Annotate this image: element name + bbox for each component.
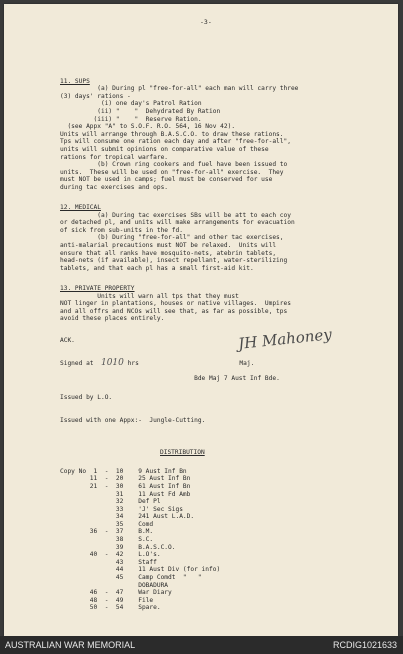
- signature-rank: Maj.: [239, 359, 255, 367]
- document-body: [60, 70, 375, 620]
- signature-title: Bde Maj 7 Aust Inf Bde.: [194, 374, 280, 382]
- signature-title-line: [60, 375, 375, 383]
- section-heading-sups: 11. SUPS: [60, 77, 90, 85]
- issued-by: Issued by L.O.: [60, 394, 113, 402]
- issued-with: Issued with one Appx:- Jungle-Cutting.: [60, 417, 206, 425]
- footer-source: AUSTRALIAN WAR MEMORIAL: [5, 640, 136, 650]
- footer-bar: [0, 636, 403, 654]
- distribution-list: Copy No 1 - 10 9 Aust Inf Bn 11 - 20 25 Aust Inf Bn 21 - 30 61 Aust Inf Bn 31 11 Aust Fd Amb 32 Def Pl 33 'J' Sec Sigs 34 241 Aust L.A.D. 35 Comd 36 - 37 B.M. 38 S.C. 39 B.A.S.C.O. 40 - 42 L.O's. 43 Staff 44 11 Aust Div (for info) 45 Camp Comdt " " DOBADURA 46 - 47 War Diary 48 - 49 File 50 - 54 Spare.: [60, 467, 221, 612]
- section-heading-medical: 12. MEDICAL: [60, 204, 101, 212]
- page-number: -3-: [200, 18, 212, 26]
- signed-time: 1010: [100, 357, 124, 368]
- distribution-title: DISTRIBUTION: [160, 448, 205, 456]
- signed-label: Signed at: [60, 359, 94, 367]
- signed-hrs: hrs: [127, 359, 139, 367]
- section-body-private-property: Units will warn all tps that they must NOT linger in plantations, houses or native villages. Umpires and all offrs and NCOs will see that, as far as possible, tps avoid these places entirely.: [60, 292, 291, 323]
- handwritten-signature: JH Mahoney: [237, 325, 333, 353]
- section-body-medical: (a) During tac exercises SBs will be att to each coy or detached pl, and units will make arrangements for evacuation of sick from sub-units in the fd. (b) During "free-for-all" and other tac exercises, anti-malarial precautions must NOT be relaxed. Units will ensure that all ranks have mosquito-nets, atebrin tablets, head-nets (if available), insect repellant, water-sterilizing tablets, and that each pl has a small first-aid kit.: [60, 211, 295, 272]
- footer-id: RCDIG1021633: [332, 640, 397, 650]
- ack-text: ACK.: [60, 336, 75, 344]
- signed-line: [60, 357, 375, 368]
- section-heading-private-property: 13. PRIVATE PROPERTY: [60, 285, 135, 293]
- section-body-sups: (a) During pl "free-for-all" each man will carry three (3) days' rations - (i) one day's Patrol Ration (ii) " " Dehydrated By Ration (iii) " " Reserve Ration. (see Appx "A" to S.O.F. R.O. 564, 16 Nov 42). Units will arrange through B.A.S.C.O. to draw these rations. Tps will consume one ration each day and after "free-for-all", units will submit opinions on comparative value of these rations for tropical warfare. (b) Crown ring cookers and fuel have been issued to units. These will be used on "free-for-all" exercise. They must NOT be used in camps; fuel must be conserved for use during tac exercises and ops.: [60, 85, 299, 191]
